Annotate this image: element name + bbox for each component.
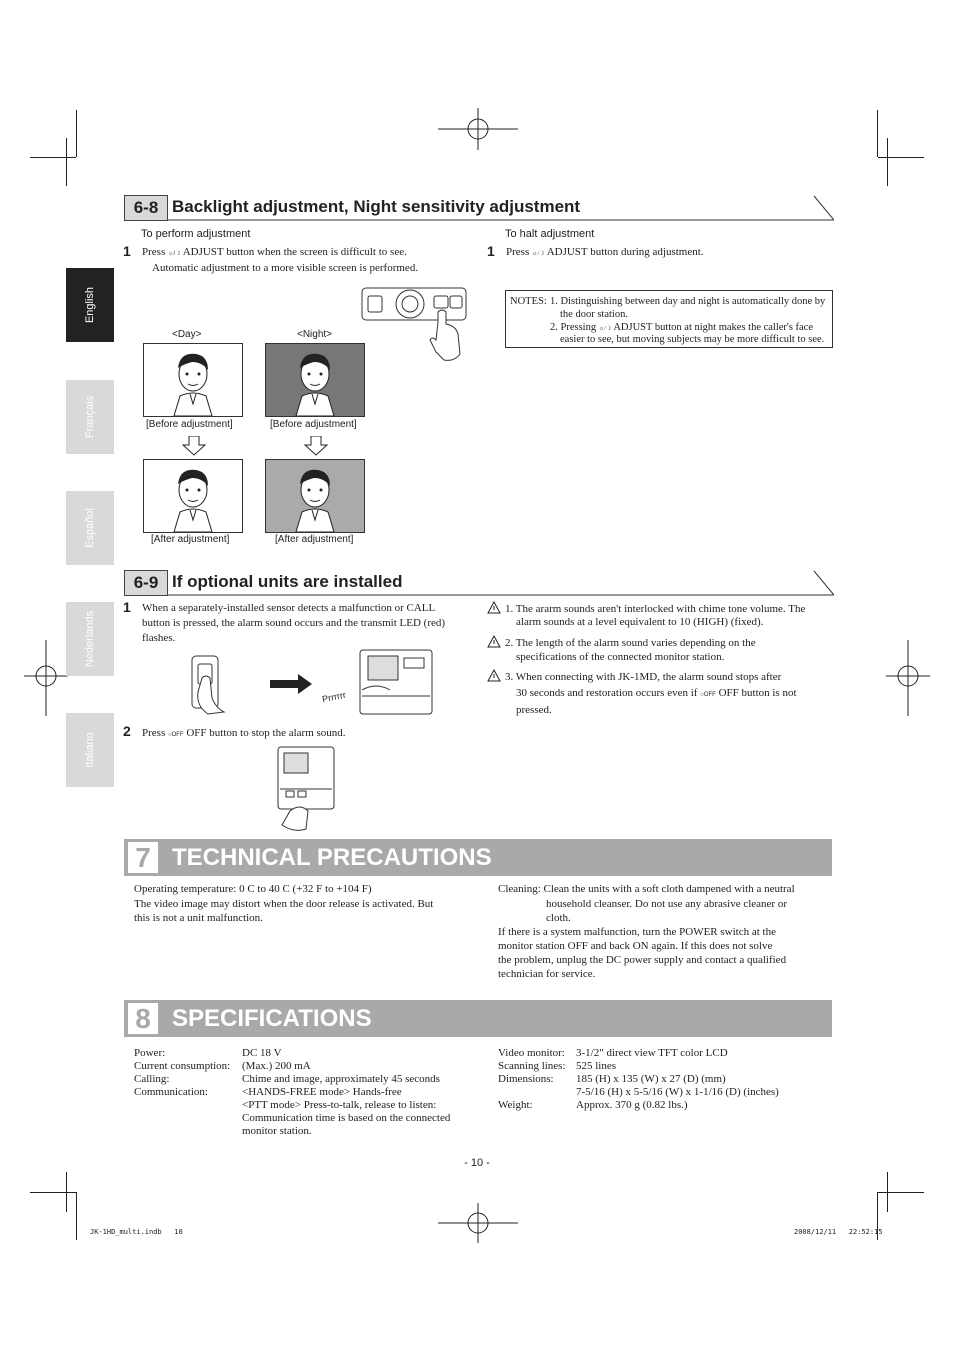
tech-r6: the problem, unplug the DC power supply and contact a qualified <box>498 954 787 966</box>
footer-file: JK-1HD_multi.indb 10 <box>90 1228 183 1236</box>
spec-value: (Max.) 200 mA <box>242 1060 311 1072</box>
text: 2. Pressing <box>550 322 597 333</box>
text: Press <box>142 727 166 739</box>
spec-row <box>134 1111 474 1124</box>
section-8-header <box>124 1000 832 1037</box>
tab-francais[interactable] <box>66 380 114 454</box>
tab-english[interactable] <box>66 268 114 342</box>
note-1: 1. Distinguishing between day and night is automatically done by <box>550 296 826 307</box>
s69-step2 <box>142 726 346 742</box>
note-2c: easier to see, but moving subjects may be more difficult to see. <box>560 334 825 345</box>
warning-1a: 1. The ararm sounds aren't interlocked with chime tone volume. The <box>505 603 806 615</box>
spec-key: Communication: <box>134 1086 208 1098</box>
spec-value: 525 lines <box>576 1060 617 1072</box>
text: ADJUST button at night makes the caller's face <box>613 322 814 333</box>
tab-label: Français <box>84 395 96 439</box>
registration-mark-left <box>24 640 68 716</box>
spec-row <box>498 1059 828 1072</box>
spec-value: <HANDS-FREE mode> Hands-free <box>242 1086 402 1098</box>
text: 30 seconds and restoration occurs even if <box>516 687 698 699</box>
section-6-9-header <box>124 570 834 596</box>
s69-step1-l2: button is pressed, the alarm sound occurs and the transmit LED (red) <box>142 617 446 629</box>
warning-3b <box>516 686 797 702</box>
spec-value: 7-5/16 (H) x 5-5/16 (W) x 1-1/16 (D) (inches) <box>576 1086 779 1098</box>
registration-mark-right <box>886 640 930 716</box>
text: OFF button is not <box>718 687 797 699</box>
warning-icon <box>487 669 501 682</box>
night-label: <Night> <box>297 329 333 340</box>
off-button-icon: ○OFF <box>700 692 716 698</box>
tech-l2: The video image may distort when the door release is activated. But <box>134 898 434 910</box>
spec-row <box>134 1046 474 1059</box>
registration-mark-bottom <box>438 1203 518 1243</box>
spec-value: DC 18 V <box>242 1047 282 1059</box>
warning-1b: alarm sounds at a level equivalent to 10 (HIGH) (fixed). <box>516 616 764 628</box>
monitor-off-illustration <box>270 745 340 833</box>
spec-key: Calling: <box>134 1073 170 1085</box>
note-1b: the door station. <box>560 309 628 320</box>
tab-espanol[interactable] <box>66 491 114 565</box>
spec-value: Communication time is based on the connected <box>242 1112 451 1124</box>
control-panel-illustration <box>360 282 470 362</box>
header-underline <box>168 195 834 221</box>
adjust-icon: ☼/☽ <box>531 251 545 257</box>
page-number: - 10 - <box>464 1157 490 1169</box>
tab-italiano[interactable] <box>66 713 114 787</box>
spec-row <box>134 1059 474 1072</box>
step-number: 2 <box>123 723 131 739</box>
spec-row <box>134 1098 474 1111</box>
spec-key: Power: <box>134 1047 166 1059</box>
warning-icon <box>487 635 501 648</box>
night-before-image <box>265 343 365 417</box>
spec-value: 3-1/2" direct view TFT color LCD <box>576 1047 728 1059</box>
s69-step1-l3: flashes. <box>142 632 176 644</box>
text: ADJUST button when the screen is difficult to see. <box>182 246 407 258</box>
spec-row <box>134 1072 474 1085</box>
warning-icon <box>487 601 501 614</box>
section-number: 6-9 <box>124 570 168 596</box>
step1-text <box>142 245 472 261</box>
after-label-night: [After adjustment] <box>275 534 354 545</box>
step-number: 1 <box>123 243 131 259</box>
s69-step1-l1: When a separately-installed sensor detects a malfunction or CALL <box>142 602 436 614</box>
spec-row <box>498 1072 828 1085</box>
sensor-alarm-illustration <box>180 648 440 718</box>
before-label-day: [Before adjustment] <box>146 419 233 430</box>
day-label: <Day> <box>172 329 202 340</box>
header-underline <box>168 570 834 596</box>
spec-row <box>498 1098 828 1111</box>
spec-value: 185 (H) x 135 (W) x 27 (D) (mm) <box>576 1073 726 1085</box>
section-7-header <box>124 839 832 876</box>
spec-value: <PTT mode> Press-to-talk, release to listen: <box>242 1099 437 1111</box>
adjust-icon: ☼/☽ <box>598 326 612 332</box>
spec-left <box>134 1046 474 1137</box>
warning-3d: pressed. <box>516 704 552 716</box>
spec-key: Current consumption: <box>134 1060 231 1072</box>
perform-label: To perform adjustment <box>141 228 251 240</box>
spec-value: Chime and image, approximately 45 seconds <box>242 1073 440 1085</box>
tech-r5: monitor station OFF and back ON again. If this does not solve <box>498 940 773 952</box>
day-before-image <box>143 343 243 417</box>
step-number: 1 <box>487 243 495 259</box>
tech-l1: Operating temperature: 0 C to 40 C (+32 F to +104 F) <box>134 883 372 895</box>
tab-label: Italiano <box>84 732 96 768</box>
after-label-day: [After adjustment] <box>151 534 230 545</box>
section-title: If optional units are installed <box>172 572 403 591</box>
step1-subtext: Automatic adjustment to a more visible screen is performed. <box>152 262 419 274</box>
warning-2b: specifications of the connected monitor station. <box>516 651 725 663</box>
off-glyph-label: OFF <box>171 732 184 738</box>
down-arrow-icon <box>182 436 206 456</box>
night-after-image <box>265 459 365 533</box>
text: OFF button to stop the alarm sound. <box>186 727 346 739</box>
section-number: 8 <box>128 1003 158 1034</box>
step-number: 1 <box>123 599 131 615</box>
spec-key: Dimensions: <box>498 1073 554 1085</box>
tech-r4: If there is a system malfunction, turn the POWER switch at the <box>498 926 776 938</box>
tab-label: Español <box>84 508 96 548</box>
notes-box <box>505 290 833 348</box>
down-arrow-icon <box>304 436 328 456</box>
footer-timestamp: 2008/12/11 22:52:15 <box>794 1228 883 1236</box>
text: Press <box>142 246 166 258</box>
tech-r7: technician for service. <box>498 968 596 980</box>
section-title: TECHNICAL PRECAUTIONS <box>172 844 492 871</box>
spec-value: Approx. 370 g (0.82 lbs.) <box>576 1099 688 1111</box>
adjust-icon: ☼/☽ <box>167 251 181 257</box>
tech-r1: Cleaning: Clean the units with a soft cloth dampened with a neutral <box>498 883 795 895</box>
tab-nederlands[interactable] <box>66 602 114 676</box>
day-after-image <box>143 459 243 533</box>
halt-label: To halt adjustment <box>505 228 595 240</box>
spec-key: Video monitor: <box>498 1047 565 1059</box>
section-6-8-header <box>124 195 834 221</box>
tech-l3: this is not a unit malfunction. <box>134 912 263 924</box>
spec-row <box>498 1046 828 1059</box>
tab-label: English <box>84 286 96 324</box>
warning-2a: 2. The length of the alarm sound varies depending on the <box>505 637 756 649</box>
tech-r2: household cleanser. Do not use any abrasive cleaner or <box>546 898 787 910</box>
section-number: 7 <box>128 842 158 873</box>
off-button-icon: ○OFF <box>167 732 184 738</box>
spec-row <box>134 1085 474 1098</box>
section-title: Backlight adjustment, Night sensitivity adjustment <box>172 197 581 216</box>
spec-right <box>498 1046 828 1111</box>
section-number: 6-8 <box>124 195 168 221</box>
notes-label: NOTES: <box>510 296 547 307</box>
alarm-sound-text: Prrrrrr <box>321 689 347 705</box>
text: Press <box>506 246 530 258</box>
spec-key: Weight: <box>498 1099 533 1111</box>
spec-key: Scanning lines: <box>498 1060 566 1072</box>
halt-text <box>506 245 704 261</box>
spec-row <box>134 1124 474 1137</box>
before-label-night: [Before adjustment] <box>270 419 357 430</box>
text: ADJUST button during adjustment. <box>546 246 704 258</box>
warning-3a: 3. When connecting with JK-1MD, the alarm sound stops after <box>505 671 782 683</box>
tab-label: Nederlands <box>84 610 96 668</box>
section-title: SPECIFICATIONS <box>172 1005 372 1032</box>
registration-mark-top <box>438 108 518 150</box>
spec-row <box>498 1085 828 1098</box>
tech-r3: cloth. <box>546 912 571 924</box>
spec-value: monitor station. <box>242 1125 312 1137</box>
